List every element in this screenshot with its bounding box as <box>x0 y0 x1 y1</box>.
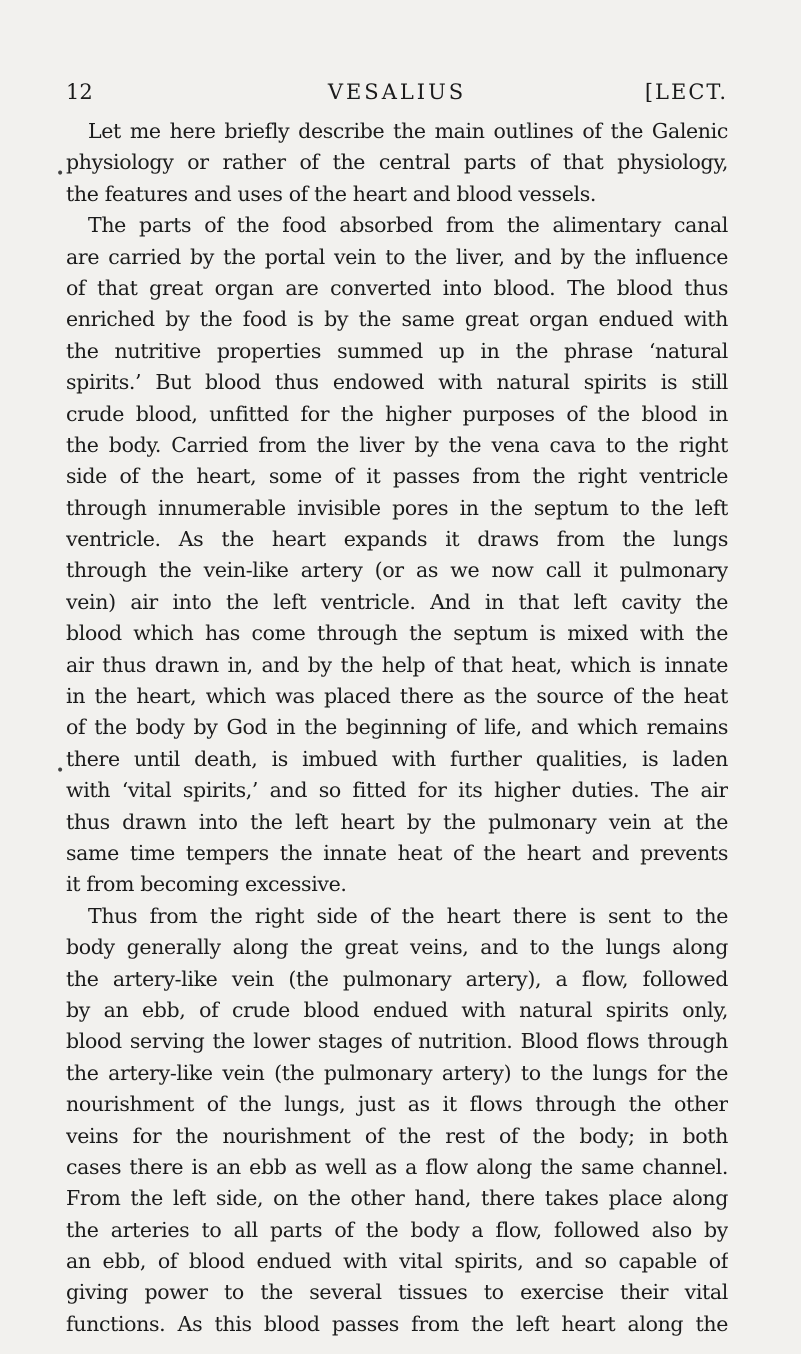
page-number: 12 <box>66 80 93 104</box>
text-line: enriched by the food is by the same great organ endued with <box>66 307 728 332</box>
text-line: it from becoming excessive. <box>66 872 347 897</box>
text-line: functions. As this blood passes from the left heart along the <box>66 1311 728 1336</box>
margin-mark: • <box>56 166 65 182</box>
text-line: are carried by the portal vein to the liver, and by the influence <box>66 244 728 269</box>
running-title: VESALIUS <box>327 80 467 104</box>
text-line: veins for the nourishment of the rest of the body; in both <box>66 1123 728 1148</box>
text-line: ventricle. As the heart expands it draws from the lungs <box>66 527 728 552</box>
text-line: vein) air into the left ventricle. And in that left cavity the <box>66 589 728 614</box>
text-line: The parts of the food absorbed from the alimentary canal <box>88 213 728 238</box>
text-line: crude blood, unfitted for the higher purposes of the blood in <box>66 401 728 426</box>
text-line: there until death, is imbued with further qualities, is laden <box>66 746 728 771</box>
text-line: in the heart, which was placed there as the source of the heat <box>66 684 728 709</box>
text-line: blood serving the lower stages of nutrition. Blood flows through <box>66 1029 728 1054</box>
margin-mark: • <box>56 763 65 779</box>
text-line: spirits.’ But blood thus endowed with natural spirits is still <box>66 370 728 395</box>
text-line: of that great organ are converted into blood. The blood thus <box>66 275 728 300</box>
text-line: Thus from the right side of the heart there is sent to the <box>88 903 728 928</box>
text-line: the body. Carried from the liver by the vena cava to the right <box>66 432 728 457</box>
text-line: body generally along the great veins, and to the lungs along <box>66 935 728 960</box>
text-line: the artery-like vein (the pulmonary artery), a flow, followed <box>66 966 728 991</box>
text-line: the features and uses of the heart and blood vessels. <box>66 181 597 206</box>
running-header <box>66 78 728 106</box>
text-line: with ‘vital spirits,’ and so fitted for its higher duties. The air <box>66 778 728 803</box>
text-line: blood which has come through the septum is mixed with the <box>66 621 728 646</box>
text-line: physiology or rather of the central parts of that physiology, <box>66 150 728 175</box>
text-line: cases there is an ebb as well as a flow along the same channel. <box>66 1154 728 1179</box>
body-text <box>66 116 728 1340</box>
text-line: thus drawn into the left heart by the pulmonary vein at the <box>66 809 728 834</box>
text-line: through innumerable invisible pores in the septum to the left <box>66 495 728 520</box>
text-line: by an ebb, of crude blood endued with natural spirits only, <box>66 997 728 1022</box>
text-line: through the vein-like artery (or as we now call it pulmonary <box>66 558 728 583</box>
running-section: [LECT. <box>644 80 728 104</box>
text-line: an ebb, of blood endued with vital spirits, and so capable of <box>66 1249 728 1274</box>
text-line: giving power to the several tissues to exercise their vital <box>66 1280 728 1305</box>
text-line: the nutritive properties summed up in the phrase ‘natural <box>66 338 728 363</box>
text-line: of the body by God in the beginning of life, and which remains <box>66 715 728 740</box>
text-line: air thus drawn in, and by the help of that heat, which is innate <box>66 652 728 677</box>
text-line: From the left side, on the other hand, there takes place along <box>66 1186 728 1211</box>
text-line: side of the heart, some of it passes from the right ventricle <box>66 464 728 489</box>
text-line: nourishment of the lungs, just as it flows through the other <box>66 1092 728 1117</box>
text-line: the arteries to all parts of the body a flow, followed also by <box>66 1217 728 1242</box>
text-line: Let me here briefly describe the main outlines of the Galenic <box>88 119 728 143</box>
text-line: the artery-like vein (the pulmonary artery) to the lungs for the <box>66 1060 728 1085</box>
text-line: same time tempers the innate heat of the heart and prevents <box>66 840 728 865</box>
